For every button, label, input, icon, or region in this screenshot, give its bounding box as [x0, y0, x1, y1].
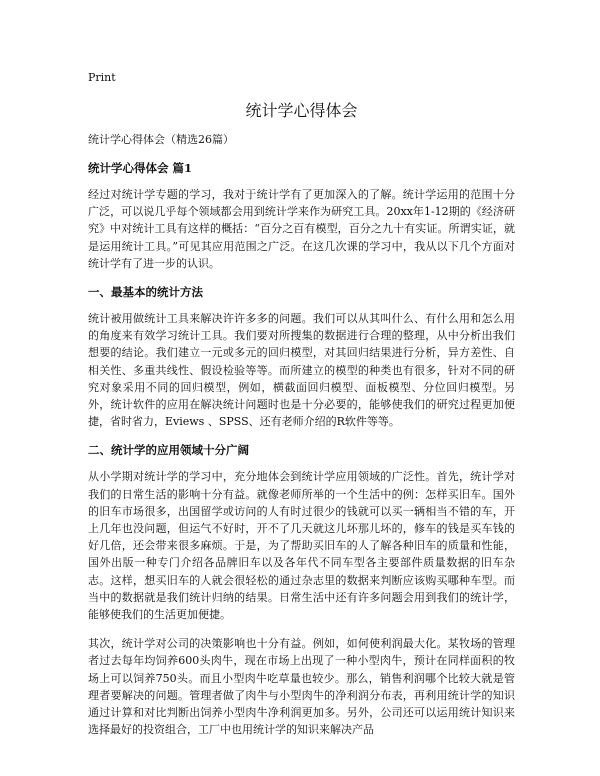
heading-basic-methods: 一、最基本的统计方法 [88, 285, 203, 300]
paragraph-daily-life: 从小学期对统计学的学习中，充分地体会到统计学应用领域的广泛性。首先，统计学对我们的日常生活的影响十分有益。就像老师所举的一个生活中的例：怎样买旧车。国外的旧车市场很多，出国留学或访问的人有时过很少的钱就可以买一辆相当不错的车，开上几年也没问题，但运气不好时，开不了几天就这儿坏那儿坏的，修车的钱是买车钱的好几倍，还会带来很多麻烦。于是，为了帮助买旧车的人了解各种旧车的质量和性能，国外出版一种专门介绍各品牌旧车以及各年代不同车型各主要部件质量数据的旧车杂志。这样，想买旧车的人就会很轻松的通过杂志里的数据来判断应该购买哪种车型。而当中的数据就是我们统计归纳的结果。日常生活中还有许多问题会用到我们的统计学，能够使我们的生活更加便捷。 [88, 470, 515, 622]
document-title: 统计学心得体会 [245, 101, 358, 120]
document-body [88, 132, 515, 750]
intro-paragraph: 经过对统计学专题的学习，我对于统计学有了更加深入的了解。统计学运用的范围十分广泛，可以说几乎每个领域都会用到统计学来作为研究工具。20xx年1-12期的《经济研究》中对统计工具有这样的概括：“百分之百有模型，百分之九十有实证。所谓实证，就是运用统计工具。”可见其应用范围之广泛。在这几次课的学习中，我从以下几个方面对统计学有了进一步的认识。 [88, 188, 515, 270]
heading-application-fields: 二、统计学的应用领域十分广阔 [88, 443, 249, 458]
print-label: Print [88, 71, 116, 84]
paragraph-basic-methods: 统计被用做统计工具来解决许许多多的问题。我们可以从其叫什么、有什么用和怎么用的角度来有效学习统计工具。我们要对所搜集的数据进行合理的整理，从中分析出我们想要的结论。我们建立一元或多元的回归模型，对其回归结果进行分析，异方差性、自相关性、多重共线性、假设检验等等。而所建立的模型的种类也有很多，针对不同的研究对象采用不同的回归模型，例如，横截面回归模型、面板模型、分位回归模型。另外，统计软件的应用在解决统计问题时也是十分必要的，能够使我们的研究过程更加便捷，省时省力，Eviews 、SPSS、还有老师介绍的R软件等等。 [88, 312, 515, 429]
paragraph-company-decisions: 其次，统计学对公司的决策影响也十分有益。例如，如何使利润最大化。某牧场的管理者过去每年均饲养600头肉牛，现在市场上出现了一种小型肉牛，预计在同样面积的牧场上可以饲养750头。而且小型肉牛吃草量也较少。那么，销售利润哪个比较大就是管理者要解决的问题。管理者做了肉牛与小型肉牛的净利润分布表，再利用统计学的知识通过计算和对比判断出饲养小型肉牛净利润更加多。另外，公司还可以运用统计知识来选择最好的投资组合，工厂中也用统计学的知识来解决产品 [88, 637, 515, 737]
document-subtitle: 统计学心得体会（精选26篇） [88, 133, 234, 146]
section-title: 统计学心得体会 篇1 [88, 161, 193, 175]
